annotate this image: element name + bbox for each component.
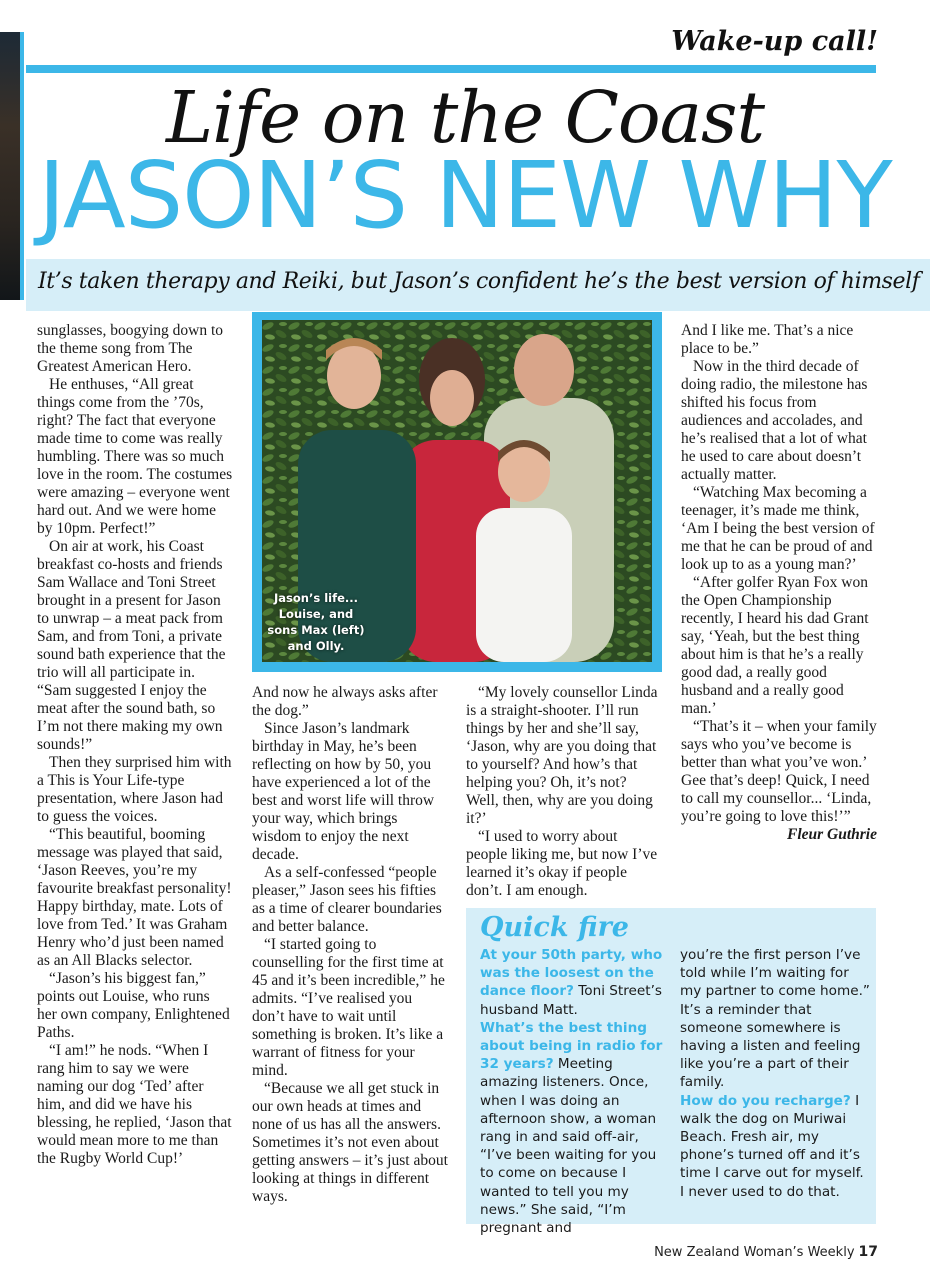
paragraph: “Watching Max becoming a teenager, it’s made me think, ‘Am I being the best version of me that he can be proud of and look up to as a young man?’ (681, 484, 875, 573)
headline-script: Life on the Coast (166, 76, 764, 159)
page-number: 17 (858, 1244, 878, 1260)
quick-fire-title: Quick fire (480, 912, 629, 943)
paragraph: “I used to worry about people liking me, but now I’ve learned it’s okay if people don’t. I am enough. (466, 828, 658, 899)
paragraph: He enthuses, “All great things come from the ’70s, right? The fact that everyone made time to come was really humbling. There was so much love in the room. The costumes were amazing – everyone went hard out. And we were home by 10pm. Perfect!” (37, 376, 233, 537)
paragraph: Then they surprised him with a This is Your Life-type presentation, where Jason had to guess the voices. (37, 754, 232, 825)
quick-fire-column-1 (480, 946, 670, 1237)
paragraph: “Jason’s his biggest fan,” points out Louise, who runs her own company, Enlightened Paths. (37, 970, 230, 1041)
paragraph: “I am!” he nods. “When I rang him to say we were naming our dog ‘Ted’ after him, and did we have his blessing, he replied, ‘Jason that would mean more to me than the Rugby World Cup!’ (37, 1042, 232, 1167)
question: At your 50th party, who was the loosest on the dance floor? (480, 947, 663, 1000)
paragraph: Now in the third decade of doing radio, the milestone has shifted his focus from audiences and accolades, and he’s realised that a lot of what he used to care about doesn’t actually matter. (681, 358, 868, 483)
article-column-3 (466, 684, 662, 900)
photo-caption: Jason’s life... Louise, and sons Max (left) and Olly. (267, 591, 365, 653)
section-kicker: Wake-up call! (671, 26, 878, 57)
paragraph: Since Jason’s landmark birthday in May, he’s been reflecting on how by 50, you have experienced a lot of the best and worst life will throw your way, which brings wisdom to enjoy the next decade. (252, 720, 435, 863)
standfirst-text: It’s taken therapy and Reiki, but Jason’s confident he’s the best version of himself (38, 269, 920, 294)
paragraph: “My lovely counsellor Linda is a straight-shooter. I’ll run things by her and she’ll say, ‘Jason, why are you doing that to yourself? And how’s that helping you? Oh, it’s not? Well, then, why are you doing it?’ (466, 684, 658, 827)
paragraph: “That’s it – when your family says who you’ve become is better than what you’ve won.’ Gee that’s deep! Quick, I need to call my counsellor... ‘Linda, you’re going to love this!’” (681, 718, 877, 825)
article-column-2 (252, 684, 448, 1206)
answer: Meeting amazing listeners. Once, when I was doing an afternoon show, a woman rang in and said off-air, “I’ve been waiting for you to come on because I wanted to tell you my news.” She said, “I’m pregnant and (480, 1056, 657, 1237)
answer: I walk the dog on Muriwai Beach. Fresh air, my phone’s turned off and it’s time I carve out for myself. I never used to do that. (680, 1092, 864, 1200)
headline-main: JASON’S NEW WHY (38, 142, 892, 249)
answer: you’re the first person I’ve told while I’m waiting for my partner to come home.” It’s a reminder that someone somewhere is having a listen and feeling like you’re a part of their family. (680, 947, 870, 1091)
paragraph: As a self-confessed “people pleaser,” Jason sees his fifties as a time of clearer boundaries and better balance. (252, 864, 442, 935)
publication-name: New Zealand Woman’s Weekly (654, 1245, 855, 1260)
paragraph: “This beautiful, booming message was played that said, ‘Jason Reeves, you’re my favourite breakfast personality! Happy birthday, mate. Lots of love from Ted.’ It was Graham Henry who’d just been named as an All Blacks selector. (37, 826, 232, 969)
paragraph: And I like me. That’s a nice place to be.” (681, 322, 854, 357)
paragraph: “I started going to counselling for the first time at 45 and it’s been incredible,” he admits. “I’ve realised you don’t have to wait until something is broken. It’s like a warrant of fitness for your mind. (252, 936, 445, 1079)
paragraph: On air at work, his Coast breakfast co-hosts and friends Sam Wallace and Toni Street brought in a present for Jason to unwrap – a meat pack from Sam, and from Toni, a private sound bath experience that the trio will all participate in. “Sam suggested I enjoy the meat after the sound bath, so I’m not there making my own sounds!” (37, 538, 226, 753)
author-byline: Fleur Guthrie (786, 826, 877, 843)
paragraph: “Because we all get stuck in our own heads at times and none of us has all the answers. Sometimes it’s not even about getting answers – it’s just about looking at things in different ways. (252, 1080, 448, 1205)
paragraph: sunglasses, boogying down to the theme song from The Greatest American Hero. (37, 322, 223, 375)
paragraph: “After golfer Ryan Fox won the Open Championship recently, I heard his dad Grant say, ‘Yeah, but the best thing about him is that he’s a really good dad, a really good husband and a really good man.’ (681, 574, 869, 717)
question: What’s the best thing about being in radio for 32 years? (480, 1019, 663, 1073)
article-column-1 (37, 322, 233, 1168)
standfirst-panel (26, 259, 930, 311)
quick-fire-column-2 (680, 946, 872, 1201)
question: How do you recharge? (680, 1092, 851, 1109)
page-footer (654, 1244, 878, 1260)
answer: Toni Street’s husband Matt. (480, 983, 662, 1018)
paragraph: And now he always asks after the dog.” (252, 684, 438, 719)
article-column-4 (681, 322, 877, 844)
header-rule (26, 65, 876, 73)
